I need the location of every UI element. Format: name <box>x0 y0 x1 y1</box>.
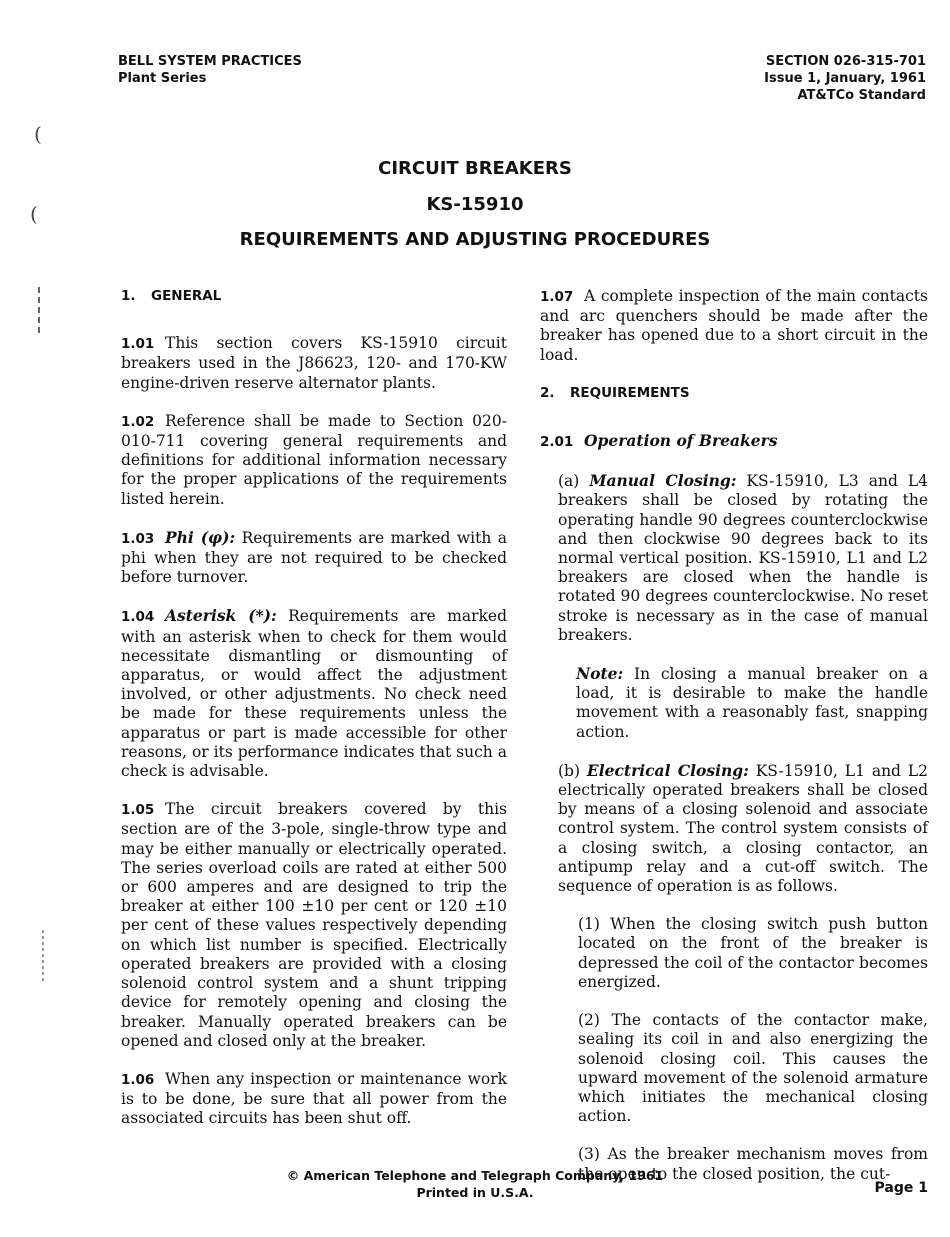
paragraph-2-01: 2.01 Operation of Breakers <box>540 431 778 451</box>
paragraph-1-04: 1.04 Asterisk (*): Requirements are marked with an asterisk when to check for them would necessitate dismantling or dismounting of apparatus, or would affect the adjustment involved, or other adjustments. No check need be made for these requirements unless the apparatus or part is made accessible for other reasons, or its performance indicates that such a check is advisable. <box>121 606 508 781</box>
paragraph-1-05: 1.05 The circuit breakers covered by this section are of the 3-pole, single-throw type and may be either manually or electrically operated. The series overload coils are rated at either 500 or 600 amperes and are designed to trip the breaker at either 100 ±10 per cent or 120 ±10 per cent of these values respectively depending on which list number is specified. Electrically operated breakers are provided with a closing solenoid control system and a shunt tripping device for remotely opening and closing the breaker. Manually operated breakers can be opened and closed only at the breaker. <box>121 800 507 1050</box>
paragraph-1-03: 1.03 Phi (φ): Requirements are marked with a phi when they are not required to be checked before turnover. <box>121 527 508 587</box>
standard-label: AT&TCo Standard <box>797 88 926 103</box>
left-column <box>121 287 507 1148</box>
note-manual-closing: Note: In closing a manual breaker on a load, it is desirable to make the handle movement with a reasonably fast, snapping action. <box>576 664 928 741</box>
right-column <box>540 287 928 1203</box>
section-heading-general: 1. GENERAL <box>121 288 222 304</box>
document-title: CIRCUIT BREAKERS <box>378 158 572 179</box>
footer <box>0 1167 950 1201</box>
section-heading-requirements: 2. REQUIREMENTS <box>540 384 690 401</box>
step-1: (1) When the closing switch push button located on the front of the breaker is depressed the coil of the contactor becomes energized. <box>578 915 928 991</box>
binder-hole-mark: ( <box>30 202 38 226</box>
paragraph-1-02: 1.02 Reference shall be made to Section 020-010-711 covering general requirements and definitions for additional information necessary for the proper applications of the requirements listed herein. <box>121 411 507 508</box>
item-b-electrical-closing: (b) Electrical Closing: KS-15910, L1 and L2 electrically operated breakers shall be closed by means of a closing solenoid and associate control system. The control system consists of a closing switch, a closing contactor, an antipump relay and a cut-off switch. The sequence of operation is as follows. <box>558 760 928 896</box>
header-right <box>764 53 926 104</box>
section-number: SECTION 026-315-701 <box>765 54 926 69</box>
series-name: Plant Series <box>118 71 207 86</box>
item-a-manual-closing: (a) Manual Closing: KS-15910, L3 and L4 breakers shall be closed by rotating the operating handle 90 degrees counterclockwise and then clockwise 90 degrees back to its normal vertical position. KS-15910, L1 and L2 breakers are closed when the handle is rotated 90 degrees counterclockwise. No reset stroke is necessary as in the case of manual breakers. <box>558 471 928 644</box>
paragraph-1-07: 1.07 A complete inspection of the main contacts and arc quenchers should be made after the breaker has opened due to a short circuit in the load. <box>540 287 928 364</box>
margin-mark <box>36 285 42 345</box>
practice-title: BELL SYSTEM PRACTICES <box>118 54 302 69</box>
document-model: KS-15910 <box>426 194 524 215</box>
paragraph-1-06: 1.06 When any inspection or maintenance work is to be done, be sure that all power from the associated circuits has been shut off. <box>121 1069 507 1128</box>
step-2: (2) The contacts of the contactor make, sealing its coil in and also energizing the solenoid closing coil. This causes the upward movement of the solenoid armature which initiates the mechanical closing action. <box>578 1011 928 1126</box>
binder-hole-mark: ( <box>34 122 42 146</box>
paragraph-1-01: 1.01 This section covers KS-15910 circuit breakers used in the J86623, 120- and 170-KW engine-driven reserve alternator plants. <box>121 334 507 392</box>
page-number: Page 1 <box>874 1180 928 1196</box>
printed-line: Printed in U.S.A. <box>416 1185 534 1200</box>
issue-date: Issue 1, January, 1961 <box>764 71 926 86</box>
step-3: (3) As the breaker mechanism moves from the open to the closed position, the cut- <box>578 1145 928 1183</box>
margin-mark <box>40 928 46 988</box>
header-left <box>118 53 302 87</box>
document-subtitle: REQUIREMENTS AND ADJUSTING PROCEDURES <box>239 229 711 250</box>
copyright-line: © American Telephone and Telegraph Company, 1961 <box>286 1168 664 1183</box>
